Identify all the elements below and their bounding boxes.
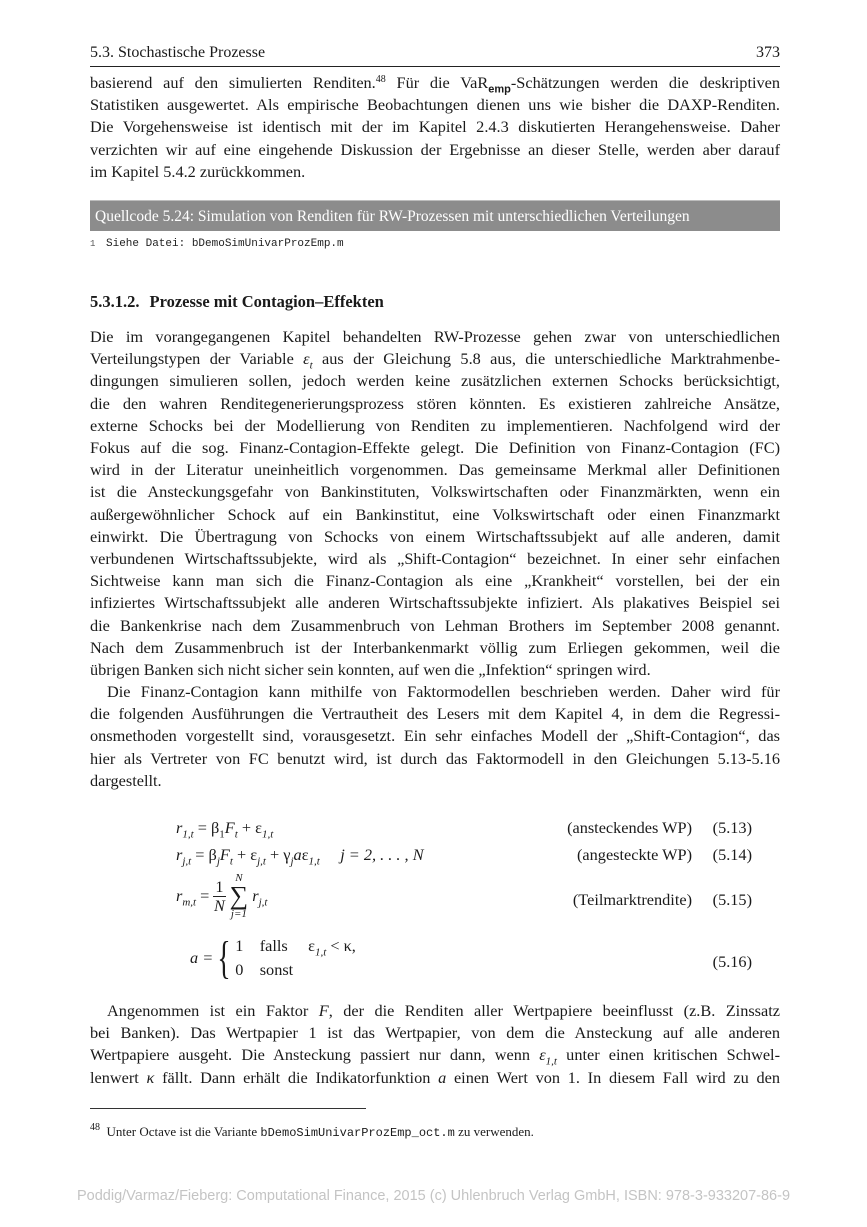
text-line: außergewöhnlicher Schock auf ein Bankinstitut, eine Volkswirtschaft oder einen Finanzmarkt xyxy=(90,504,780,524)
text-line: onsmethoden vorgestellt sind, vorausgesetzt. Ein sehr einfaches Modell der „Shift-Contagion“, das xyxy=(90,726,780,746)
paragraph-assumption xyxy=(90,1000,780,1089)
text-line: Angenommen ist ein Faktor F, der die Renditen aller Wertpapiere beeinflusst (z.B. Zinssatz xyxy=(107,1001,780,1020)
text-line: verbundenen Wirtschaftssubjekte, wird als „Shift-Contagion“ bezeichnet. In einer sehr einfachen xyxy=(90,549,780,569)
text-line: infiziertes Wirtschaftssubjekt alle anderen Wirtschaftssubjekte infiziert. Als plakatives Beispiel sei xyxy=(90,593,780,613)
listing-caption: Quellcode 5.24: Simulation von Renditen für RW-Prozessen mit unterschiedlichen Verteilungen xyxy=(90,200,780,231)
code-text: Siehe Datei: bDemoSimUnivarProzEmp.m xyxy=(106,238,344,250)
text-line: Fokus auf die sog. Finanz-Contagion-Effekte gelegt. Die Definition von Finanz-Contagion (FC) xyxy=(90,438,780,458)
text-line: Wertpapiere ausgeht. Die Ansteckung passiert nur dann, wenn $\varepsilon_{1,t}$ unter einen kritischen Schwel- xyxy=(90,1045,780,1068)
equation-5-14 xyxy=(90,845,780,869)
text-line: wird in der Literatur uneinheitlich vorgenommen. Das gemeinsame Merkmal aller Definitionen xyxy=(90,460,780,480)
text-line: dingungen simulieren sollen, jedoch werden keine zusätzlichen externen Schocks berücksichtigt, xyxy=(90,371,780,391)
equation-number: (5.15) xyxy=(712,890,752,909)
footnote: $^{48}$ Unter Octave ist die Variante bDemoSimUnivarProzEmp_oct.m zu verwenden. xyxy=(90,1122,534,1140)
intro-paragraph xyxy=(90,72,780,183)
equation-label: (angesteckte WP) xyxy=(577,845,692,864)
brace-symbol: { xyxy=(217,932,231,983)
summation-symbol: N ∑ j=1 xyxy=(229,872,249,920)
text-line: im Kapitel 5.4.2 zurückkommen. xyxy=(90,161,306,181)
footnote-ref[interactable]: 48 xyxy=(375,74,386,85)
equation-5-16 xyxy=(90,934,780,990)
text-line: die Bankenkrise nach dem Zusammenbruch von Lehman Brothers im September 2008 genannt. xyxy=(90,615,780,635)
subsection-number: 5.3.1.2. xyxy=(90,292,140,311)
equation-label: (ansteckendes WP) xyxy=(567,818,692,837)
text-line: lenwert κ fällt. Dann erhält die Indikatorfunktion a einen Wert von 1. In diesem Fall wird zu den xyxy=(90,1067,781,1087)
footnote-code: bDemoSimUnivarProzEmp_oct.m xyxy=(260,1126,455,1140)
equation-5-13 xyxy=(90,818,780,842)
footnote-rule xyxy=(90,1108,366,1109)
equation-5-15 xyxy=(90,872,780,920)
text-line: hier als Vertreter von FC benutzt wird, ist durch das Faktormodell in den Gleichungen 5.13-5.16 xyxy=(90,748,780,768)
text-line: externe Schocks bei der Modellierung von Renditen zu implementieren. Nachfolgend wird der xyxy=(90,415,780,435)
text-line: Die Finanz-Contagion kann mithilfe von Faktormodellen beschrieben werden. Daher wird für xyxy=(107,682,780,701)
paragraph-factor-model xyxy=(90,681,780,792)
subsection-heading xyxy=(90,292,384,312)
case-list: 1 falls $\varepsilon_{1,t} < \kappa$, 0 sonst xyxy=(235,936,356,979)
fraction: $\frac{1}{N}$ xyxy=(214,876,225,915)
text-line: Statistiken ausgewertet. Als empirische Beobachtungen dienen uns wie bisher die DAXP-Renditen. xyxy=(90,95,780,115)
equation-body: $r_{m,t}$ = $\frac{1}{N}$ N ∑ j=1 $r_{j,t}$ xyxy=(176,872,268,920)
equation-number: (5.13) xyxy=(712,818,752,837)
subsection-title: Prozesse mit Contagion–Effekten xyxy=(149,292,384,311)
footnote-mark: 48 xyxy=(90,1122,100,1133)
paragraph-contagion xyxy=(90,326,780,681)
text-line: Die Vorgehensweise ist identisch mit der im Kapitel 2.4.3 diskutierten Herangehensweise. Daher xyxy=(90,117,780,137)
text-line: Die im vorangegangenen Kapitel behandelten RW-Prozesse gehen zwar von unterschiedlichen xyxy=(90,327,780,346)
code-line xyxy=(90,238,344,250)
text-line: dargestellt. xyxy=(90,770,162,790)
text-line: Nach dem Zusammenbruch ist der Interbankenmarkt völlig zum Erliegen gekommen, weil die xyxy=(90,637,780,657)
text-line: Verteilungstypen der Variable $\varepsilon_t$ aus der Gleichung 5.8 aus, die unterschiedliche Marktrahmenbe- xyxy=(90,349,780,372)
running-header xyxy=(90,42,780,67)
text-line: bei Banken). Das Wertpapier 1 ist das Wertpapier, von dem die Ansteckung auf alle anderen xyxy=(90,1023,780,1043)
text-line: verzichten wir auf eine eingehende Diskussion der Ergebnisse an dieser Stelle, werden aber darauf xyxy=(90,139,780,159)
text-line: übrigen Banken sich nicht sicher sein konnten, auf wen die „Infektion“ springen wird. xyxy=(90,660,651,680)
page-number: 373 xyxy=(756,44,780,61)
line-number: 1 xyxy=(90,239,96,249)
equation-body: a ={ 1 falls $\varepsilon_{1,t} < \kappa$, 0 sonst xyxy=(190,932,356,983)
text-line: einwirkt. Die Übertragung von Schocks von einem Wirtschaftssubjekt auf alle anderen, damit xyxy=(90,526,780,546)
equation-number: (5.16) xyxy=(712,952,752,971)
equation-body: $r_{j,t} = \beta_jF_t + \varepsilon_{j,t} + \gamma_ja\varepsilon_{1,t}$ j = 2, . . . , N xyxy=(176,845,424,868)
text-line: die folgenden Ausführungen die Vertrautheit des Lesers mit dem Kapitel 4, in dem die Regressi- xyxy=(90,704,780,724)
copyright-watermark: Poddig/Varmaz/Fieberg: Computational Finance, 2015 (c) Uhlenbruch Verlag GmbH, ISBN: 978-3-933207-86-9 xyxy=(76,1188,791,1204)
text-line: basierend auf den simulierten Renditen.$^{48}$ Für die VaR$_{emp}$-Schätzungen werden die deskriptiven xyxy=(90,73,781,96)
equation-number: (5.14) xyxy=(712,845,752,864)
section-title: 5.3. Stochastische Prozesse xyxy=(90,44,266,61)
text-line: Sichtweise kann man sich die Finanz-Contagion als eine „Krankheit“ vorstellen, bei der ein xyxy=(90,571,780,591)
equation-label: (Teilmarktrendite) xyxy=(572,890,692,909)
text-line: die den wahren Renditegenerierungsprozess stören könnten. Es existieren zahlreiche Ansätze, xyxy=(90,393,780,413)
equation-body: $r_{1,t} = \beta_1F_t + \varepsilon_{1,t}$ xyxy=(176,818,274,841)
text-line: ist die Ansteckungsgefahr von Bankinstituten, Volkswirtschaften oder Finanzmärkten, wenn ein xyxy=(90,482,780,502)
